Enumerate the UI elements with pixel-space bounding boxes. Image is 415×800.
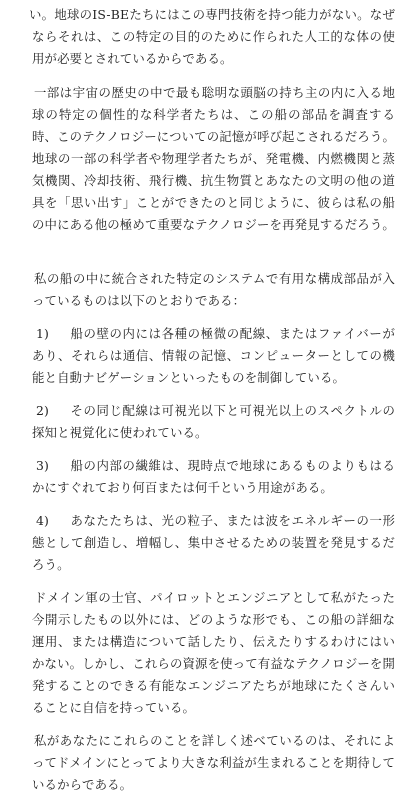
components-list bbox=[32, 323, 395, 576]
paragraph-benefit: 私があなたにこれらのことを詳しく述べているのは、それによってドメインにとってより大きな利益が生まれることを期待しているからである。 bbox=[32, 733, 395, 792]
paragraph-disclosure: ドメイン軍の士官、パイロットとエンジニアとして私がたった今開示したもの以外には、どのような形でも、この船の詳細な運用、または構造について話したり、伝えたりするわけにはいかない。しかし、これらの資源を使って有益なテクノロジーを開発することのできる有能なエンジニアたちが地球にたくさんいることに自信を持っている。 bbox=[32, 590, 395, 715]
list-item-text: その同じ配線は可視光以下と可視光以上のスペクトルの探知と視覚化に使われている。 bbox=[32, 403, 395, 440]
list-item-number: 2) bbox=[36, 403, 50, 418]
list-item bbox=[32, 510, 395, 576]
list-item-number: 4) bbox=[36, 513, 50, 528]
list-item-text: 船の壁の内には各種の極微の配線、またはファイバーがあり、それらは通信、情報の記憶、コンピューターとしての機能と自動ナビゲーションといったものを制御している。 bbox=[32, 326, 395, 385]
list-item bbox=[32, 323, 395, 389]
paragraph-continuation: い。地球のIS-BEたちにはこの専門技術を持つ能力がない。なぜならそれは、この特定の目的のために作られた人工的な体の使用が必要とされているからである。 bbox=[29, 7, 395, 66]
list-item-text: あなたたちは、光の粒子、または波をエネルギーの一形態として創造し、増幅し、集中させるための装置を発見するだろう。 bbox=[32, 513, 395, 572]
paragraph-components-intro: 私の船の中に統合された特定のシステムで有用な構成部品が入っているものは以下のとおりである： bbox=[32, 271, 395, 308]
list-item bbox=[32, 455, 395, 499]
list-item bbox=[32, 400, 395, 444]
list-item-number: 3) bbox=[36, 458, 50, 473]
list-item-text: 船の内部の繊維は、現時点で地球にあるものよりもはるかにすぐれており何百または何千という用途がある。 bbox=[32, 458, 395, 495]
list-item-number: 1) bbox=[36, 326, 50, 341]
paragraph-scientists-memory: 一部は宇宙の歴史の中で最も聡明な頭脳の持ち主の内に入る地球の特定の個性的な科学者たちは、この船の部品を調査する時、このテクノロジーについての記憶が呼び起こされるだろう。地球の一部の科学者や物理学者たちが、発電機、内燃機関と蒸気機関、冷却技術、飛行機、抗生物質とあなたの文明の他の道具を「思い出す」ことができたのと同じように、彼らは私の船の中にある他の極めて重要なテクノロジーを再発見するだろう。 bbox=[32, 85, 395, 232]
